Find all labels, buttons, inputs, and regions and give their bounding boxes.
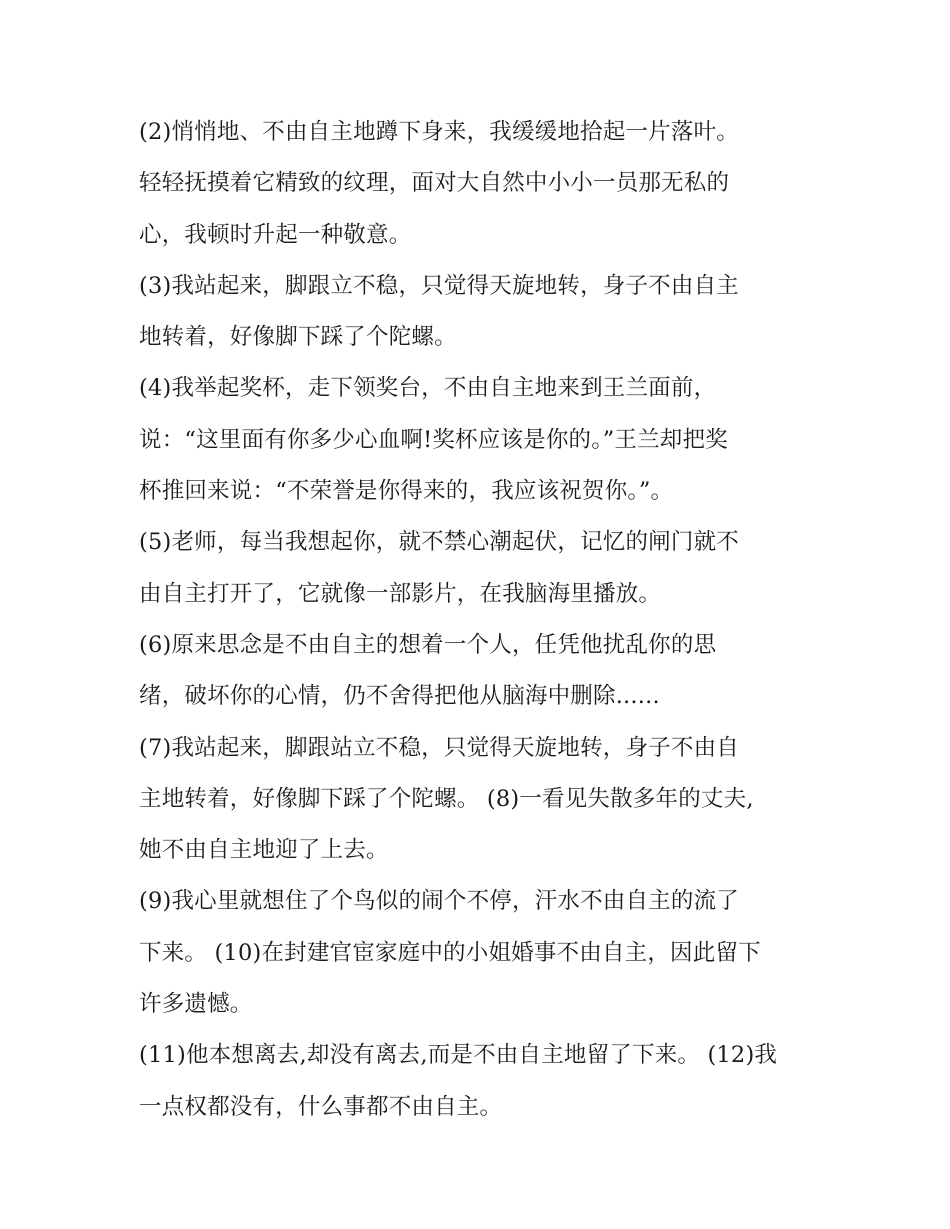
text-line: 绪，破坏你的心情，仍不舍得把他从脑海中删除...... — [139, 683, 660, 710]
text-line: 许多遗憾。 — [139, 991, 253, 1018]
body-text — [139, 107, 819, 1133]
text-line: 由自主打开了，它就像一部影片，在我脑海里播放。 — [139, 580, 662, 607]
text-line: 一点权都没有，什么事都不由自主。 — [139, 1093, 503, 1120]
text-line: 她不由自主地迎了上去。 — [139, 837, 389, 864]
text-line: (7)我站起来，脚跟站立不稳，只觉得天旋地转，身子不由自 — [139, 734, 739, 761]
text-line: 地转着，好像脚下踩了个陀螺。 — [139, 324, 457, 351]
text-line: (4)我举起奖杯，走下领奖台，不由自主地来到王兰面前， — [139, 375, 717, 402]
text-line: 杯推回来说：“不荣誉是你得来的，我应该祝贺你。”。 — [139, 478, 674, 505]
text-line: (3)我站起来，脚跟立不稳，只觉得天旋地转，身子不由自主 — [139, 272, 739, 299]
text-line: 说：“这里面有你多少心血啊!奖杯应该是你的。”王兰却把奖 — [139, 426, 728, 453]
text-line: (11)他本想离去,却没有离去,而是不由自主地留了下来。 (12)我 — [139, 1042, 778, 1069]
text-line: 下来。 (10)在封建官宦家庭中的小姐婚事不由自主，因此留下 — [139, 939, 761, 966]
text-line: (9)我心里就想住了个鸟似的闹个不停，汗水不由自主的流了 — [139, 888, 739, 915]
text-line: (5)老师，每当我想起你，就不禁心潮起伏，记忆的闸门就不 — [139, 529, 739, 556]
text-line: 主地转着，好像脚下踩了个陀螺。 (8)一看见失散多年的丈夫, — [139, 785, 754, 812]
text-line: 轻轻抚摸着它精致的纹理，面对大自然中小小一员那无私的 — [139, 170, 730, 197]
text-line: 心，我顿时升起一种敬意。 — [139, 221, 412, 248]
text-line: (6)原来思念是不由自主的想着一个人，任凭他扰乱你的思 — [139, 631, 717, 658]
text-line: (2)悄悄地、不由自主地蹲下身来，我缓缓地拾起一片落叶。 — [139, 119, 739, 145]
